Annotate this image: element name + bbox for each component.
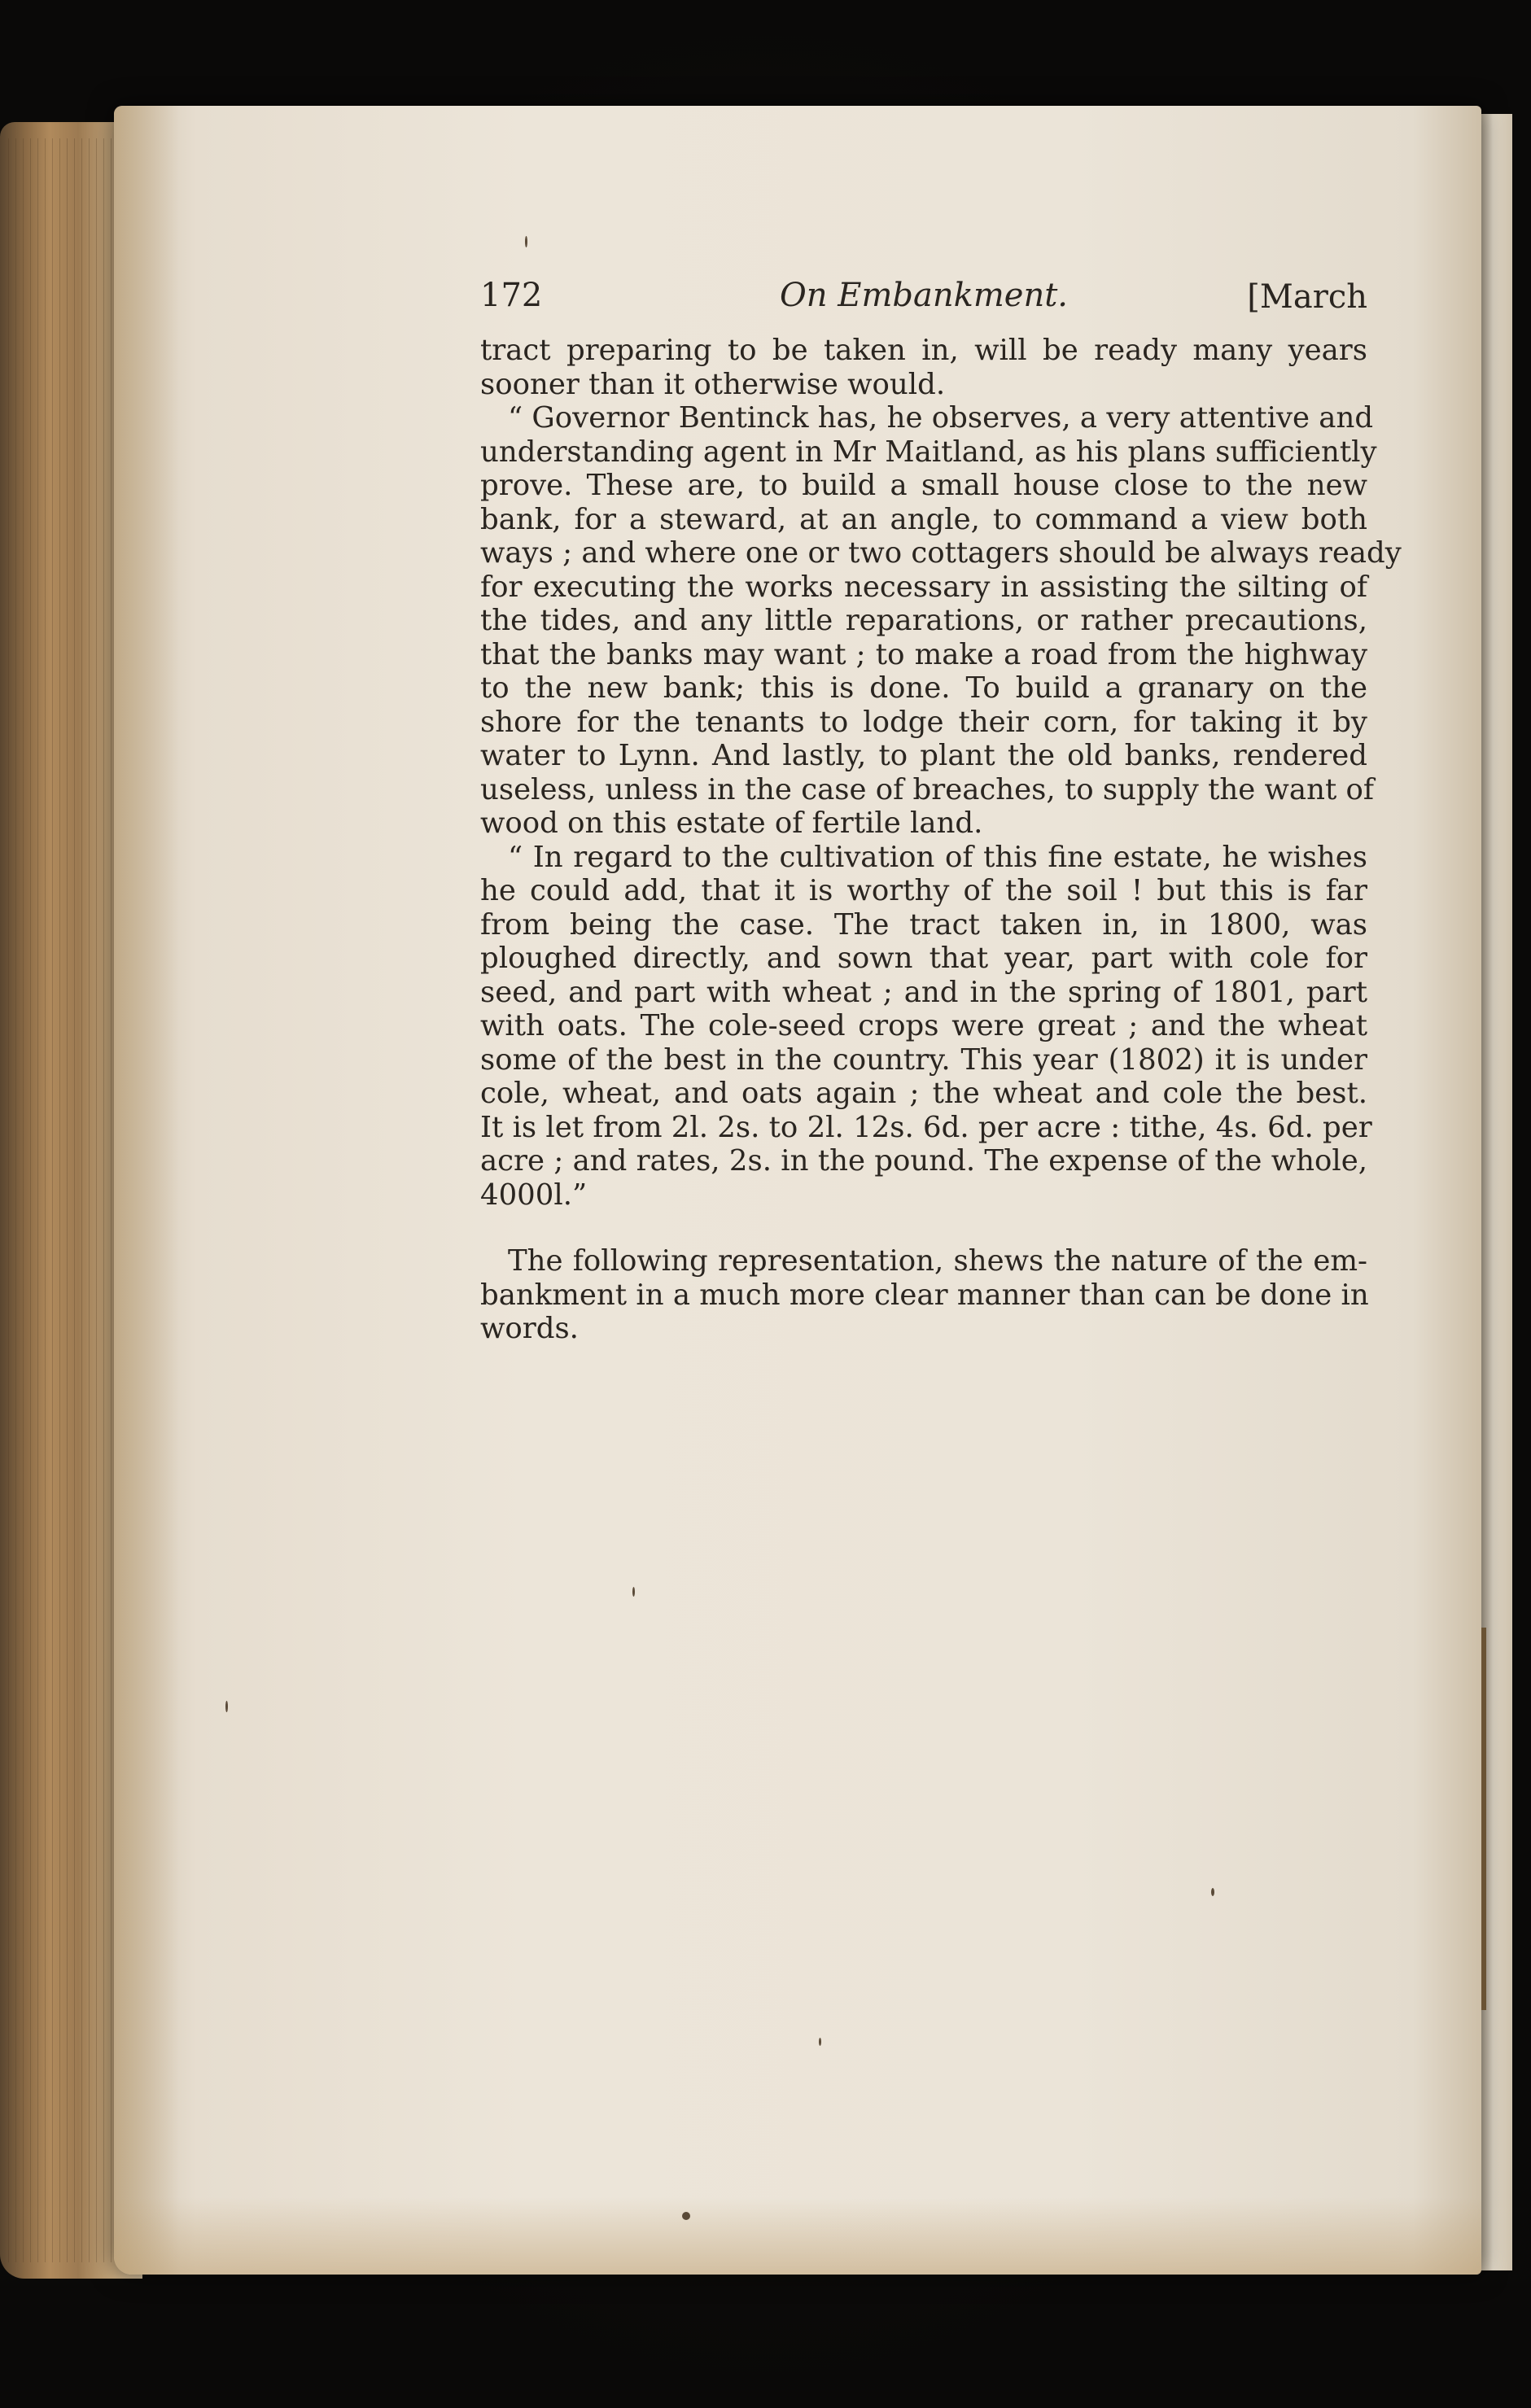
text-line: ways ; and where one or two cottagers should be always ready <box>480 536 1402 570</box>
paper-speck <box>525 236 527 247</box>
text-line: wood on this estate of fertile land. <box>480 806 983 840</box>
text-line: for executing the works necessary in assisting the silting of <box>480 570 1367 604</box>
page-number: 172 <box>480 277 543 314</box>
paper-speck <box>819 2038 821 2046</box>
text-line: to the new bank; this is done. To build a granary on the <box>480 671 1367 705</box>
paragraph-3 <box>480 840 1372 1213</box>
text-line: shore for the tenants to lodge their corn, for taking it by <box>480 705 1367 739</box>
text-line: prove. These are, to build a small house close to the new <box>480 469 1367 502</box>
text-line: 4000l.” <box>480 1178 588 1212</box>
page-edge-lines <box>8 138 130 2262</box>
section-title: On Embankment. <box>780 277 1069 314</box>
text-line: It is let from 2l. 2s. to 2l. 12s. 6d. per acre : tithe, 4s. 6d. per <box>480 1110 1372 1144</box>
paper-speck <box>632 1587 635 1597</box>
text-line: “ Governor Bentinck has, he observes, a very attentive and <box>508 401 1374 435</box>
text-line: some of the best in the country. This year (1802) it is under <box>480 1042 1367 1077</box>
text-line: sooner than it otherwise would. <box>480 367 946 401</box>
running-head <box>480 277 1367 334</box>
running-head-month: [March <box>1247 278 1367 316</box>
page-text <box>480 277 1402 1346</box>
text-line: he could add, that it is worthy of the soil ! but this is far <box>480 874 1367 907</box>
text-line: tract preparing to be taken in, will be ready many years <box>480 334 1367 367</box>
text-line: The following representation, shews the nature of the em- <box>508 1244 1367 1278</box>
text-line: seed, and part with wheat ; and in the spring of 1801, part <box>480 975 1367 1009</box>
text-line: “ In regard to the cultivation of this fine estate, he wishes <box>508 840 1367 874</box>
text-line: ploughed directly, and sown that year, part with cole for <box>480 942 1367 975</box>
text-line: useless, unless in the case of breaches, to supply the want of <box>480 772 1375 806</box>
paper-speck <box>682 2212 690 2220</box>
page-stain-left <box>114 106 179 2275</box>
page-stain-bottom <box>114 2197 1481 2275</box>
binding-shadow <box>1481 1628 1486 2010</box>
text-line: that the banks may want ; to make a road from the highway <box>480 637 1367 671</box>
text-line: bankment in a much more clear manner than can be done in <box>480 1278 1369 1312</box>
text-line: from being the case. The tract taken in, in 1800, was <box>480 907 1367 942</box>
paper-speck <box>1211 1888 1214 1896</box>
text-line: water to Lynn. And lastly, to plant the old banks, rendered <box>480 739 1367 772</box>
text-line: cole, wheat, and oats again ; the wheat and cole the best. <box>480 1077 1367 1110</box>
paragraph-4 <box>480 1244 1367 1346</box>
text-line: the tides, and any little reparations, or rather precautions, <box>480 604 1367 637</box>
text-line: with oats. The cole-seed crops were great ; and the wheat <box>480 1009 1367 1042</box>
paragraph-spacer <box>480 1212 1367 1244</box>
text-line: words. <box>480 1312 579 1345</box>
text-line: acre ; and rates, 2s. in the pound. The expense of the whole, <box>480 1144 1367 1178</box>
paragraph-1 <box>480 334 1367 401</box>
text-line: understanding agent in Mr Maitland, as his plans sufficiently <box>480 435 1377 469</box>
paragraph-2 <box>480 401 1402 841</box>
text-line: bank, for a steward, at an angle, to command a view both <box>480 502 1367 536</box>
paper-speck <box>225 1701 228 1712</box>
